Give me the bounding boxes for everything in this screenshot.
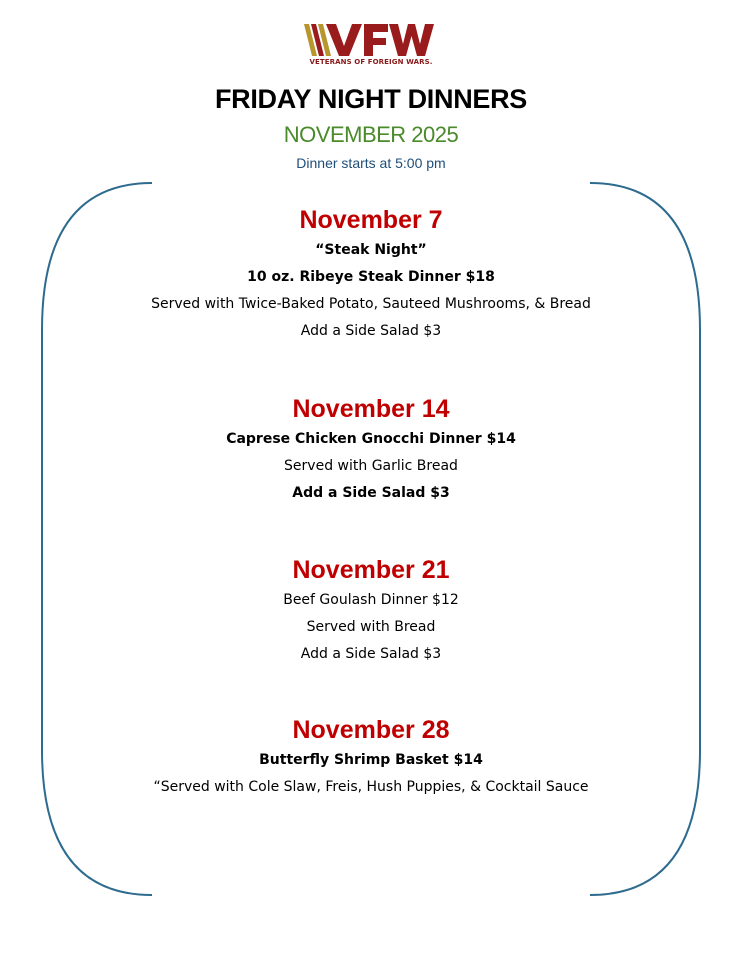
dinner-line: Caprese Chicken Gnocchi Dinner $14 <box>226 431 516 447</box>
dinner-line: Butterfly Shrimp Basket $14 <box>259 752 483 768</box>
start-time: Dinner starts at 5:00 pm <box>296 155 446 171</box>
dinner-date: November 21 <box>292 556 450 584</box>
dinner-section <box>0 392 742 507</box>
dinner-section <box>0 203 742 345</box>
logo-subtitle: VETERANS OF FOREIGN WARS. <box>309 58 433 66</box>
dinner-date: November 14 <box>292 395 450 423</box>
dinner-date: November 7 <box>299 206 443 234</box>
dinner-line: “Served with Cole Slaw, Freis, Hush Puppies, & Cocktail Sauce <box>153 779 589 795</box>
dinner-line: Served with Bread <box>306 619 436 635</box>
dinner-line: Served with Twice-Baked Potato, Sauteed Mushrooms, & Bread <box>151 296 591 312</box>
dinner-section <box>0 553 742 668</box>
page-title: FRIDAY NIGHT DINNERS <box>214 84 528 114</box>
dinner-line: Beef Goulash Dinner $12 <box>283 592 459 608</box>
dinner-section <box>0 713 742 801</box>
dinner-date: November 28 <box>292 716 450 744</box>
dinner-line: “Steak Night” <box>315 242 427 258</box>
dinner-line: Served with Garlic Bread <box>284 458 458 474</box>
dinner-line: Add a Side Salad $3 <box>292 485 450 501</box>
dinner-line: Add a Side Salad $3 <box>300 323 442 339</box>
month-heading: NOVEMBER 2025 <box>283 122 459 147</box>
dinner-line: Add a Side Salad $3 <box>300 646 442 662</box>
dinner-line: 10 oz. Ribeye Steak Dinner $18 <box>247 269 495 285</box>
